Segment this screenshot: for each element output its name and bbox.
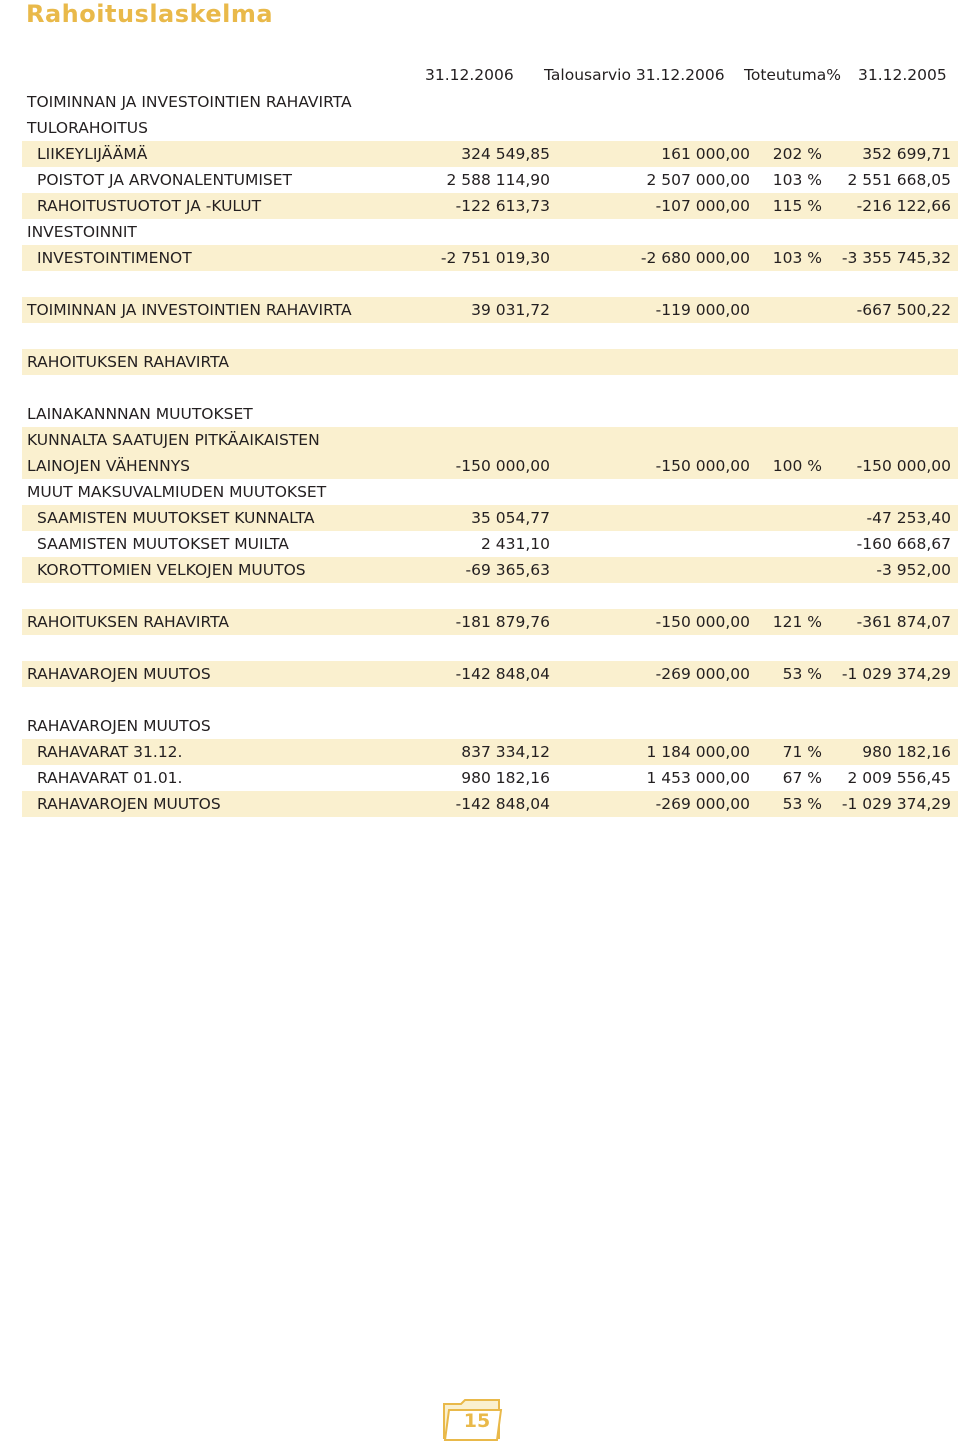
row-label: LAINAKANNNAN MUUTOKSET (27, 405, 253, 423)
row-label: LIIKEYLIJÄÄMÄ (37, 145, 148, 163)
row-label: RAHAVARAT 31.12. (37, 743, 183, 761)
table-row (22, 557, 958, 583)
row-label: MUUT MAKSUVALMIUDEN MUUTOKSET (27, 483, 327, 501)
value-2006: -122 613,73 (455, 197, 550, 215)
value-2005: 2 551 668,05 (847, 171, 951, 189)
table-row (22, 219, 958, 245)
row-label: INVESTOINTIMENOT (37, 249, 192, 267)
value-2005: 980 182,16 (862, 743, 951, 761)
table-row (22, 89, 958, 115)
value-realization: 53 % (782, 665, 822, 683)
row-label: RAHAVAROJEN MUUTOS (27, 717, 211, 735)
value-2005: -667 500,22 (856, 301, 951, 319)
value-2005: 2 009 556,45 (847, 769, 951, 787)
value-budget: -150 000,00 (655, 457, 750, 475)
table-row (22, 739, 958, 765)
value-realization: 53 % (782, 795, 822, 813)
table-row (22, 505, 958, 531)
value-2006: 324 549,85 (461, 145, 550, 163)
row-label: TULORAHOITUS (27, 119, 148, 137)
row-label: LAINOJEN VÄHENNYS (27, 457, 191, 475)
table-row (22, 479, 958, 505)
value-2005: -150 000,00 (856, 457, 951, 475)
table-row (22, 297, 958, 323)
table-row (22, 245, 958, 271)
value-2005: -216 122,66 (856, 197, 951, 215)
value-2006: 2 588 114,90 (446, 171, 550, 189)
value-budget: -119 000,00 (655, 301, 750, 319)
table-row (22, 765, 958, 791)
value-2006: 837 334,12 (461, 743, 550, 761)
value-realization: 100 % (772, 457, 822, 475)
row-label: RAHOITUSTUOTOT JA -KULUT (37, 197, 262, 215)
row-label: SAAMISTEN MUUTOKSET KUNNALTA (37, 509, 315, 527)
value-realization: 202 % (772, 145, 822, 163)
value-2005: -1 029 374,29 (841, 795, 951, 813)
value-2005: -3 355 745,32 (841, 249, 951, 267)
value-budget: -269 000,00 (655, 665, 750, 683)
value-budget: -2 680 000,00 (640, 249, 750, 267)
value-2006: -142 848,04 (455, 665, 550, 683)
value-2005: -3 952,00 (876, 561, 951, 579)
value-budget: -107 000,00 (655, 197, 750, 215)
table-row (22, 193, 958, 219)
row-label: RAHAVAROJEN MUUTOS (37, 795, 221, 813)
value-budget: -150 000,00 (655, 613, 750, 631)
value-2005: -361 874,07 (856, 613, 951, 631)
row-label: TOIMINNAN JA INVESTOINTIEN RAHAVIRTA (27, 93, 352, 111)
row-label: POISTOT JA ARVONALENTUMISET (37, 171, 292, 189)
column-header-realization: Toteutuma% (744, 66, 841, 84)
value-realization: 103 % (772, 171, 822, 189)
value-2006: 39 031,72 (471, 301, 550, 319)
value-budget: 1 453 000,00 (646, 769, 750, 787)
value-budget: 2 507 000,00 (646, 171, 750, 189)
value-2006: 2 431,10 (480, 535, 550, 553)
value-2005: -1 029 374,29 (841, 665, 951, 683)
table-row (22, 453, 958, 479)
value-2006: -150 000,00 (455, 457, 550, 475)
value-2005: -160 668,67 (856, 535, 951, 553)
table-row (22, 609, 958, 635)
value-2006: -142 848,04 (455, 795, 550, 813)
column-header-2005: 31.12.2005 (858, 66, 947, 84)
row-label: KUNNALTA SAATUJEN PITKÄAIKAISTEN (27, 431, 320, 449)
value-2006: 35 054,77 (471, 509, 550, 527)
row-label: TOIMINNAN JA INVESTOINTIEN RAHAVIRTA (27, 301, 352, 319)
column-header-2006: 31.12.2006 (425, 66, 514, 84)
table-row (22, 115, 958, 141)
table-row (22, 427, 958, 453)
table-row (22, 401, 958, 427)
table-row (22, 661, 958, 687)
row-label: RAHAVAROJEN MUUTOS (27, 665, 211, 683)
table-row (22, 531, 958, 557)
column-header-budget: Talousarvio 31.12.2006 (544, 66, 725, 84)
row-label: RAHOITUKSEN RAHAVIRTA (27, 353, 229, 371)
value-budget: -269 000,00 (655, 795, 750, 813)
value-realization: 103 % (772, 249, 822, 267)
row-label: INVESTOINNIT (27, 223, 137, 241)
value-2006: -69 365,63 (465, 561, 550, 579)
value-2006: 980 182,16 (461, 769, 550, 787)
value-2006: -2 751 019,30 (440, 249, 550, 267)
value-2005: -47 253,40 (866, 509, 951, 527)
table-row (22, 349, 958, 375)
value-budget: 161 000,00 (661, 145, 750, 163)
row-label: SAAMISTEN MUUTOKSET MUILTA (37, 535, 289, 553)
table-row (22, 791, 958, 817)
value-budget: 1 184 000,00 (646, 743, 750, 761)
page-title: Rahoituslaskelma (26, 0, 274, 28)
table-row (22, 713, 958, 739)
row-label: RAHOITUKSEN RAHAVIRTA (27, 613, 229, 631)
value-2005: 352 699,71 (862, 145, 951, 163)
value-realization: 121 % (772, 613, 822, 631)
page-number: 15 (463, 1410, 491, 1432)
value-2006: -181 879,76 (455, 613, 550, 631)
table-row (22, 167, 958, 193)
value-realization: 67 % (782, 769, 822, 787)
table-row (22, 141, 958, 167)
row-label: KOROTTOMIEN VELKOJEN MUUTOS (37, 561, 306, 579)
row-label: RAHAVARAT 01.01. (37, 769, 183, 787)
value-realization: 71 % (782, 743, 822, 761)
value-realization: 115 % (772, 197, 822, 215)
